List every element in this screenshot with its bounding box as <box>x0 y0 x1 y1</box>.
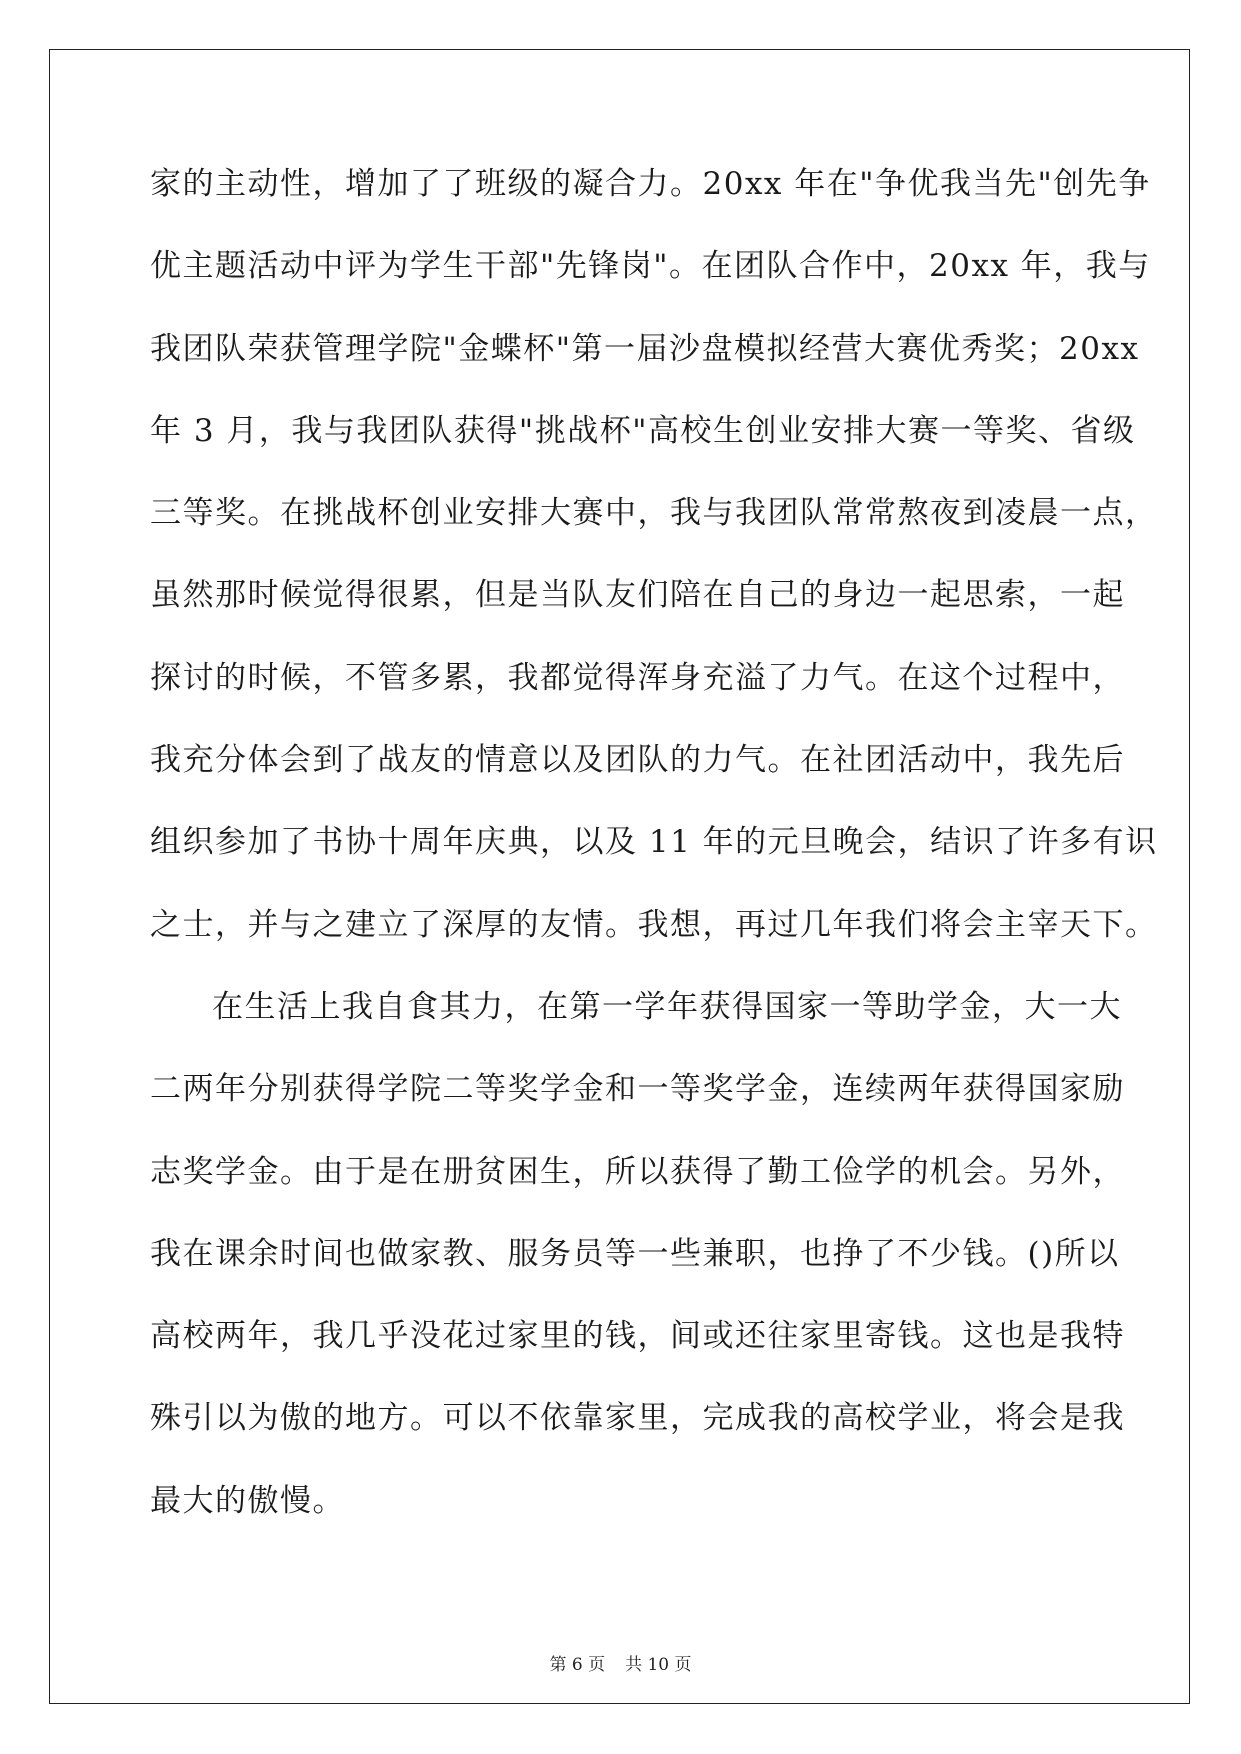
page-number-total: 共 10 页 <box>625 1655 692 1675</box>
text-line-12: 二两年分别获得学院二等奖学金和一等奖学金，连续两年获得国家励 <box>150 1071 1125 1108</box>
text-line-7: 探讨的时候，不管多累，我都觉得浑身充溢了力气。在这个过程中， <box>150 659 1125 696</box>
page-footer <box>0 1650 1241 1675</box>
document-body <box>150 160 1158 1559</box>
text-line-17: 最大的傲慢。 <box>150 1482 345 1519</box>
text-line-9: 组织参加了书协十周年庆典，以及 11 年的元旦晚会，结识了许多有识 <box>150 824 1158 861</box>
text-line-3: 我团队荣获管理学院"金蝶杯"第一届沙盘模拟经营大赛优秀奖；20xx <box>150 330 1140 367</box>
text-line-2: 优主题活动中评为学生干部"先锋岗"。在团队合作中，20xx 年，我与 <box>150 248 1151 285</box>
text-line-8: 我充分体会到了战友的情意以及团队的力气。在社团活动中，我先后 <box>150 742 1125 779</box>
text-line-16: 殊引以为傲的地方。可以不依靠家里，完成我的高校学业，将会是我 <box>150 1400 1125 1437</box>
text-line-10: 之士，并与之建立了深厚的友情。我想，再过几年我们将会主宰天下。 <box>150 906 1158 943</box>
page-number-current: 第 6 页 <box>549 1655 606 1675</box>
text-line-15: 高校两年，我几乎没花过家里的钱，间或还往家里寄钱。这也是我特 <box>150 1318 1125 1355</box>
text-line-5: 三等奖。在挑战杯创业安排大赛中，我与我团队常常熬夜到凌晨一点， <box>150 495 1158 532</box>
text-line-13: 志奖学金。由于是在册贫困生，所以获得了勤工俭学的机会。另外， <box>150 1153 1125 1190</box>
text-line-4: 年 3 月，我与我团队获得"挑战杯"高校生创业安排大赛一等奖、省级 <box>150 412 1136 449</box>
text-line-1: 家的主动性，增加了了班级的凝合力。20xx 年在"争优我当先"创先争 <box>150 166 1151 202</box>
paragraph-start-line: 在生活上我自食其力，在第一学年获得国家一等助学金，大一大 <box>212 988 1122 1025</box>
text-line-6: 虽然那时候觉得很累，但是当队友们陪在自己的身边一起思索，一起 <box>150 577 1125 614</box>
text-line-14: 我在课余时间也做家教、服务员等一些兼职，也挣了不少钱。()所以 <box>150 1235 1120 1272</box>
